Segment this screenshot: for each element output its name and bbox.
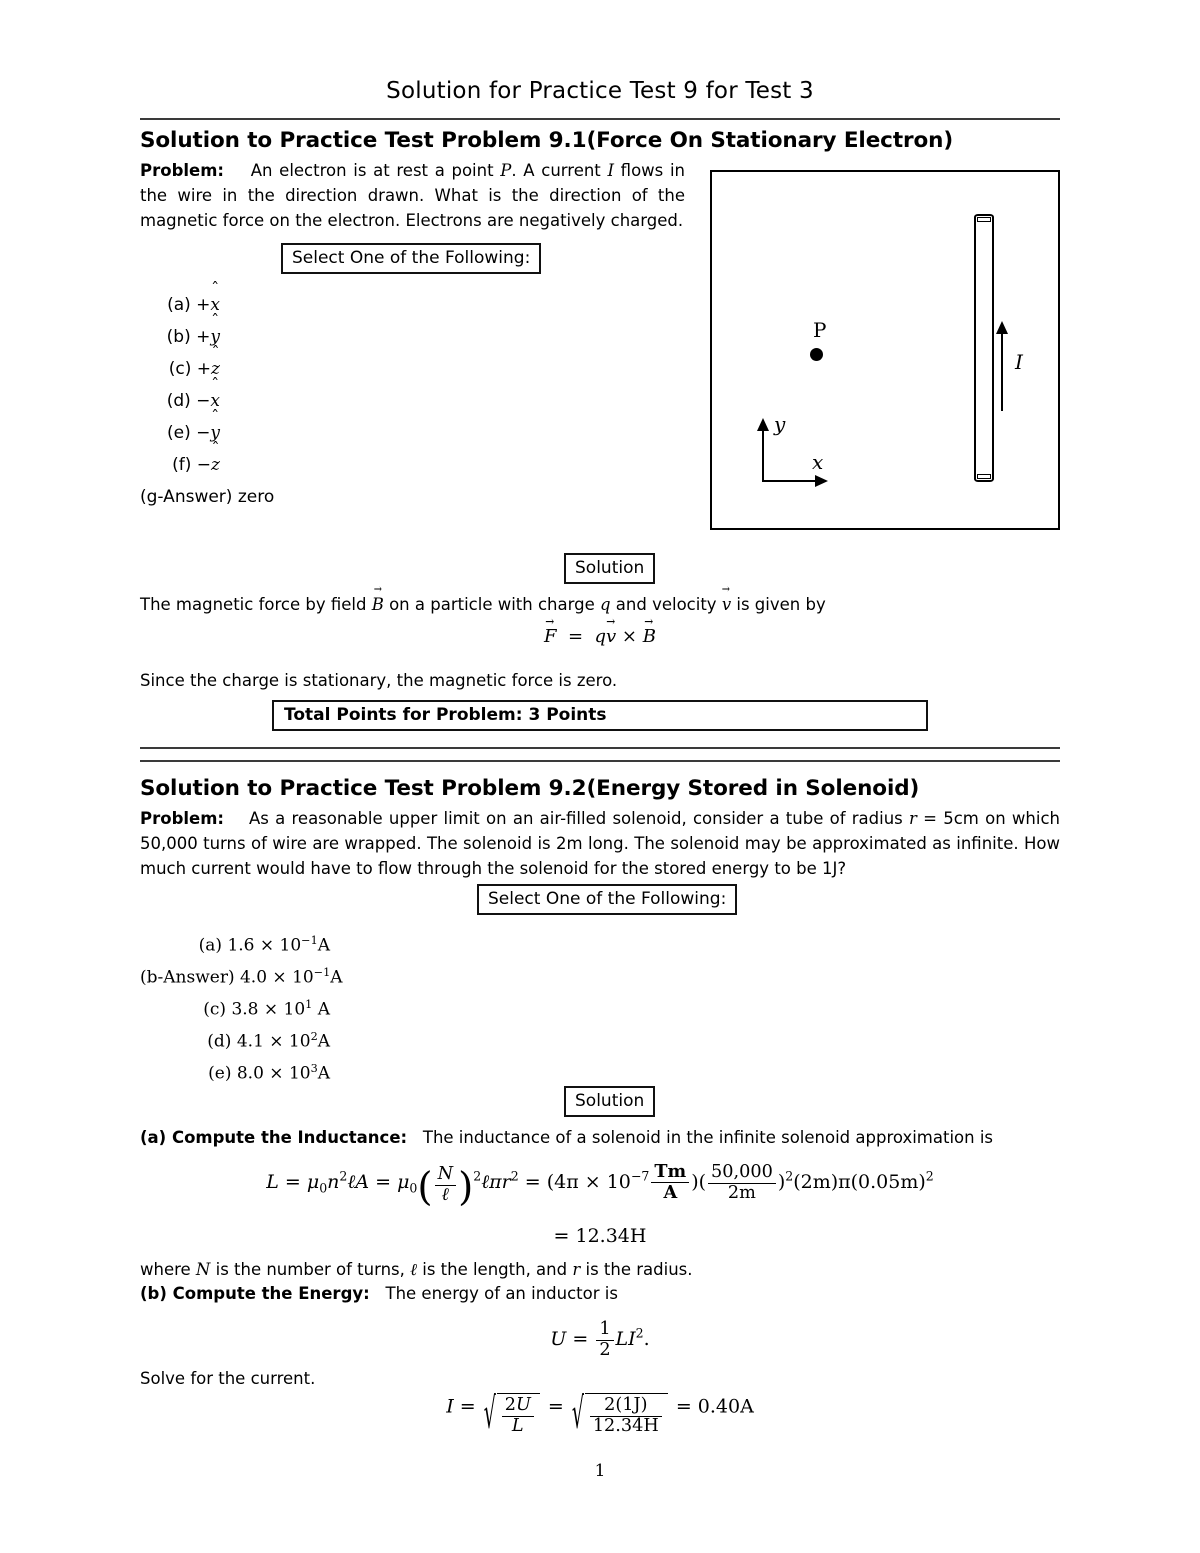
problem-2-solution-box: Solution	[564, 1086, 655, 1117]
current-label: I	[1015, 350, 1023, 374]
equation-magnetic-force: F → = qv → × B →	[0, 626, 1200, 647]
problem-2-options	[140, 925, 343, 1085]
problem-1-select-box: Select One of the Following:	[281, 243, 541, 274]
wire-cap-top	[977, 217, 991, 222]
problem-2-statement: Problem: As a reasonable upper limit on an air-filled solenoid, consider a tube of radius r = 5cm on which 50,000 turns of wire are wrapped. The solenoid is 2m long. The solenoid may be approximated as infinite. How much current would have to flow through the solenoid for the stored energy to be 1J?	[140, 809, 1060, 878]
axis-y-line	[762, 430, 764, 482]
document-title: Solution for Practice Test 9 for Test 3	[386, 78, 814, 104]
option-e[interactable]: (e) −y ˆ	[140, 417, 220, 449]
problem-1-solution-text-1: The magnetic force by field B → on a particle with charge q and velocity v → is given by	[140, 592, 1060, 617]
problem-1-figure	[710, 170, 1060, 530]
option-c[interactable]: (c) +z ˆ	[140, 353, 220, 385]
part-b-label: (b) Compute the Energy:	[140, 1284, 370, 1303]
problem-2-select-box: Select One of the Following:	[477, 884, 737, 915]
problem-1-label: Problem:	[140, 161, 225, 180]
section-divider-rule-1	[140, 747, 1060, 749]
option-b[interactable]: (b) +y ˆ	[140, 321, 220, 353]
equation-inductance: $L = \mu_0n^2\ell A = \mu_0$( $\frac{N}{\text{ℓ}}$ )$^2$ℓπr$^2$ = ($4\pi \times 10^{-7}$ $\frac{Tm}{A}$ )( $\frac{50,000}{2m}$ )$^2(2m)\pi(0.05m)^2$	[266, 1161, 934, 1210]
equation-inductance-value: = 12.34H	[553, 1225, 647, 1247]
current-arrow-shaft	[1001, 334, 1003, 411]
option-g-answer[interactable]: (g-Answer) zero	[140, 487, 275, 507]
header-rule	[140, 118, 1060, 120]
option-b-answer[interactable]: (b-Answer) $4.0 \times 10^{-1}A$	[140, 966, 343, 988]
problem-2-where-text: where N is the number of turns, ℓ is the length, and r is the radius.	[140, 1260, 693, 1279]
part-a-label: (a) Compute the Inductance:	[140, 1128, 408, 1147]
point-p-dot	[810, 348, 823, 361]
option-e[interactable]: (e) $8.0 \times 10^3A$	[208, 1062, 330, 1084]
option-a[interactable]: (a) $1.6 \times 10^{-1}A$	[198, 934, 330, 956]
problem-2-label: Problem:	[140, 809, 225, 828]
part-a-text: The inductance of a solenoid in the infinite solenoid approximation is	[422, 1128, 994, 1147]
option-d[interactable]: (d) −x ˆ	[140, 385, 220, 417]
wire-cylinder	[974, 214, 994, 482]
problem-2-heading: Solution to Practice Test Problem 9.2(Energy Stored in Solenoid)	[140, 776, 920, 801]
axis-y-arrow	[757, 418, 769, 431]
page-number: 1	[594, 1461, 606, 1481]
problem-2-part-a	[140, 1125, 1060, 1150]
problem-1-solution-box: Solution	[564, 553, 655, 584]
axis-x-line	[762, 480, 817, 482]
problem-1-statement: Problem: An electron is at rest a point P. A current I flows in the wire in the direction drawn. What is the direction of the magnetic force on the electron. Electrons are negatively charged.	[140, 161, 685, 230]
problem-2-part-b	[140, 1281, 1060, 1306]
axis-y-label: y	[774, 412, 786, 436]
part-b-text: The energy of an inductor is	[385, 1284, 618, 1303]
option-a[interactable]: (a) +x ˆ	[140, 289, 220, 321]
problem-1-heading: Solution to Practice Test Problem 9.1(Force On Stationary Electron)	[140, 128, 954, 153]
equation-current: I = √ $\frac{2U}{L}$ = √ $\frac{2(1J)}{12.34H}$ = 0.40A	[0, 1393, 1200, 1437]
equation-energy: U = $\frac{1}{2}$ $LI^2$.	[550, 1319, 650, 1360]
point-p-label: P	[813, 318, 827, 342]
axis-x-label: x	[812, 450, 824, 474]
wire-cap-bottom	[977, 474, 991, 479]
problem-2-solve-text: Solve for the current.	[140, 1369, 316, 1388]
option-f[interactable]: (f) −z ˆ	[140, 449, 220, 481]
section-divider-rule-2	[140, 760, 1060, 762]
option-d[interactable]: (d) $4.1 \times 10^2A$	[207, 1030, 330, 1052]
current-arrow-head	[996, 321, 1008, 334]
problem-1-solution-text-2: Since the charge is stationary, the magnetic force is zero.	[140, 671, 618, 690]
axis-x-arrow	[815, 475, 828, 487]
option-c[interactable]: (c) $3.8 \times 10^1$ A	[203, 998, 330, 1020]
problem-1-options	[140, 289, 275, 513]
problem-1-total-points: Total Points for Problem: 3 Points	[272, 700, 928, 731]
